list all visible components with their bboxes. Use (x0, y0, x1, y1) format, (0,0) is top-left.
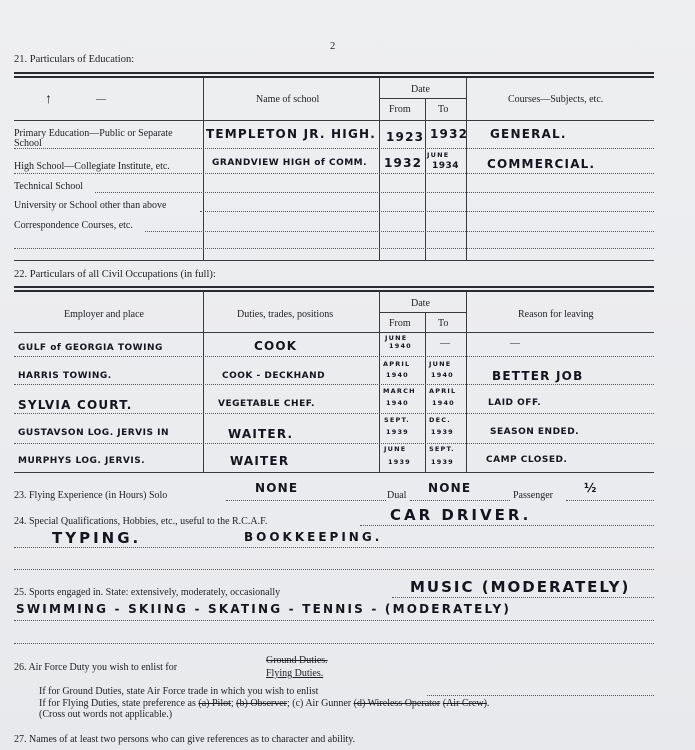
from-year-4: 1939 (386, 428, 409, 436)
duty-label: 26. Air Force Duty you wish to enlist for (14, 662, 178, 673)
reason-4: SEASON ENDED. (490, 427, 580, 437)
sports-line2: SWIMMING - SKIING - SKATING - TENNIS - (MODERATELY) (16, 602, 512, 616)
aircrew-option: (Air Crew) (442, 698, 487, 709)
to-year-2: 1940 (431, 371, 454, 379)
flying-dual: NONE (428, 481, 472, 495)
from-year-1: 1940 (389, 342, 412, 350)
occ-from-header: From (389, 318, 411, 329)
technical-school-label: Technical School (14, 181, 83, 192)
flying-passenger: ½ (584, 481, 598, 495)
duties-5: WAITER (230, 454, 290, 468)
occupations-title: 22. Particulars of all Civil Occupations (in full): (14, 269, 216, 280)
observer-option: (b) Observer (236, 698, 287, 709)
education-mark: — (96, 94, 106, 105)
to-header: To (438, 104, 449, 115)
high-to-month: JUNE (427, 151, 450, 159)
from-month-5: JUNE (384, 445, 407, 453)
primary-education-label: Primary Education—Public or Separate School (14, 128, 173, 149)
pilot-option: (a) Pilot (198, 698, 231, 709)
qualifications-label: 24. Special Qualifications, Hobbies, etc., useful to the R.C.A.F. (14, 516, 268, 527)
duty-ground-option: Ground Duties. (266, 655, 328, 666)
sports-line1: MUSIC (MODERATELY) (410, 578, 631, 596)
primary-courses: GENERAL. (490, 127, 567, 141)
high-school-name: GRANDVIEW HIGH of COMM. (212, 158, 368, 168)
dual-label: Dual (387, 490, 407, 501)
page-number: 2 (330, 41, 336, 52)
sports-label: 25. Sports engaged in. State: extensively, moderately, occasionally (14, 587, 281, 598)
gunner-option: (c) Air Gunner (292, 698, 352, 709)
university-label: University or School other than above (14, 200, 167, 211)
high-courses: COMMERCIAL. (487, 157, 596, 171)
primary-from: 1923 (386, 130, 425, 144)
duties-1: COOK (254, 339, 298, 353)
from-year-2: 1940 (386, 371, 409, 379)
employer-5: MURPHYS LOG. JERVIS. (18, 456, 146, 466)
from-header: From (389, 104, 411, 115)
high-from: 1932 (384, 156, 423, 170)
occ-to-header: To (438, 318, 449, 329)
employer-1: GULF of GEORGIA TOWING (18, 343, 163, 353)
qualifications-bookkeeping: BOOKKEEPING. (244, 530, 383, 544)
to-month-5: SEPT. (429, 445, 455, 453)
employer-4: GUSTAVSON LOG. JERVIS IN (18, 428, 169, 438)
to-month-4: DEC. (429, 416, 451, 424)
wireless-option: (d) Wireless Operator (353, 698, 441, 709)
cross-out-note: (Cross out words not applicable.) (39, 709, 173, 720)
end-dot: . (486, 698, 490, 709)
high-to: 1934 (432, 161, 460, 171)
passenger-label: Passenger (513, 490, 553, 501)
reason-1: — (510, 338, 520, 349)
qualifications-line1: CAR DRIVER. (390, 506, 532, 524)
from-month-3: MARCH (383, 387, 416, 395)
qualifications-typing: TYPING. (52, 529, 142, 547)
name-of-school-header: Name of school (256, 94, 320, 105)
duties-4: WAITER. (228, 427, 294, 441)
check-mark: ↑ (45, 92, 52, 107)
flying-label: 23. Flying Experience (in Hours) Solo (14, 490, 168, 501)
employer-header: Employer and place (64, 309, 144, 320)
duties-3: VEGETABLE CHEF. (218, 399, 315, 409)
reason-header: Reason for leaving (518, 309, 594, 320)
reason-2: BETTER JOB (492, 369, 584, 383)
from-month-2: APRIL (383, 360, 411, 368)
duties-header: Duties, trades, positions (237, 309, 334, 320)
to-1: — (440, 338, 450, 349)
from-month-1: JUNE (385, 334, 408, 342)
sep-2: ; (286, 698, 290, 709)
flying-solo: NONE (255, 481, 299, 495)
to-month-2: JUNE (429, 360, 452, 368)
primary-to: 1932 (430, 127, 469, 141)
duties-2: COOK - DECKHAND (222, 371, 326, 381)
sep-1: ; (230, 698, 234, 709)
to-year-4: 1939 (431, 428, 454, 436)
references-label: 27. Names of at least two persons who can give references as to character and ability. (14, 734, 356, 745)
to-year-3: 1940 (432, 399, 455, 407)
duty-flying-option: Flying Duties. (266, 668, 324, 679)
reason-5: CAMP CLOSED. (486, 455, 568, 465)
education-title: 21. Particulars of Education: (14, 54, 135, 65)
reason-3: LAID OFF. (488, 398, 542, 408)
high-school-label: High School—Collegiate Institute, etc. (14, 161, 170, 172)
from-month-4: SEPT. (384, 416, 410, 424)
from-year-3: 1940 (386, 399, 409, 407)
to-year-5: 1939 (431, 458, 454, 466)
date-header: Date (411, 84, 430, 95)
primary-school-name: TEMPLETON JR. HIGH. (206, 127, 376, 141)
from-year-5: 1939 (388, 458, 411, 466)
flying-duty-line (39, 698, 489, 709)
correspondence-label: Correspondence Courses, etc. (14, 220, 133, 231)
employer-2: HARRIS TOWING. (18, 371, 112, 381)
employer-3: SYLVIA COURT. (18, 398, 133, 412)
to-month-3: APRIL (429, 387, 457, 395)
occ-date-header: Date (411, 298, 430, 309)
courses-header: Courses—Subjects, etc. (508, 94, 604, 105)
ground-duty-line: If for Ground Duties, state Air Force trade in which you wish to enlist (39, 686, 319, 697)
flying-duty-prefix: If for Flying Duties, state preference as (39, 698, 196, 709)
